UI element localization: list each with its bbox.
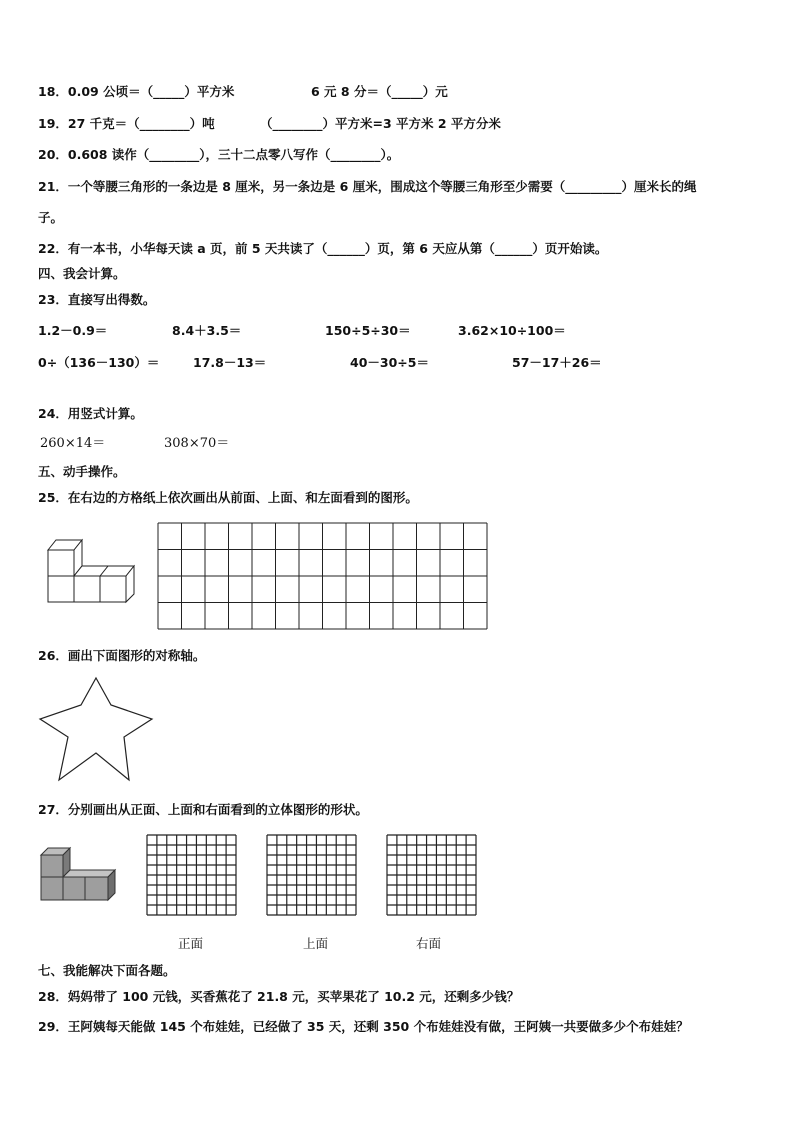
section-7-heading: 七、我能解决下面各题。 — [38, 963, 176, 978]
question-24-title: 24．用竖式计算。 — [38, 406, 143, 421]
question-28: 28．妈妈带了 100 元钱，买香蕉花了 21.8 元，买苹果花了 10.2 元，还剩多少钱？ — [38, 989, 520, 1004]
grid-paper-right-view[interactable] — [386, 834, 477, 916]
question-20: 20．0.608 读作（________），三十二点零八写作（________）。 — [38, 147, 400, 162]
cube-stack-figure-25 — [44, 538, 136, 604]
question-21-line2: 子。 — [38, 210, 64, 225]
grid-paper-top-view[interactable] — [266, 834, 357, 916]
grid-paper-front-view[interactable] — [146, 834, 237, 916]
calc-item: 1.2－0.9＝ — [38, 323, 108, 338]
calc-item: 3.62×10÷100＝ — [458, 323, 566, 338]
question-25-title: 25．在右边的方格纸上依次画出从前面、上面、和左面看到的图形。 — [38, 490, 418, 505]
question-21-line1: 21．一个等腰三角形的一条边是 8 厘米，另一条边是 6 厘米，围成这个等腰三角形至少需要（_________）厘米长的绳 — [38, 179, 697, 194]
question-27-title: 27．分别画出从正面、上面和右面看到的立体图形的形状。 — [38, 802, 368, 817]
question-26-title: 26．画出下面图形的对称轴。 — [38, 648, 206, 663]
label-right-view: 右面 — [416, 936, 442, 951]
calc-item: 40－30÷5＝ — [350, 355, 429, 370]
vertical-calc-item: 308×70＝ — [164, 436, 230, 451]
calc-item: 57－17＋26＝ — [512, 355, 602, 370]
label-front-view: 正面 — [178, 936, 204, 951]
question-18b: 6 元 8 分＝（_____）元 — [311, 84, 448, 99]
label-top-view: 上面 — [303, 936, 329, 951]
six-point-star-figure — [38, 676, 156, 784]
question-29: 29．王阿姨每天能做 145 个布娃娃，已经做了 35 天，还剩 350 个布娃娃没有做，王阿姨一共要做多少个布娃娃？ — [38, 1019, 689, 1034]
calc-item: 0÷（136－130）＝ — [38, 355, 160, 370]
calc-item: 8.4＋3.5＝ — [172, 323, 242, 338]
question-23-title: 23．直接写出得数。 — [38, 292, 156, 307]
question-19b: （________）平方米=3 平方米 2 平方分米 — [260, 116, 501, 131]
question-19a: 19．27 千克＝（________）吨 — [38, 116, 215, 131]
calc-item: 150÷5÷30＝ — [325, 323, 411, 338]
cube-stack-figure-27 — [38, 845, 118, 903]
calc-item: 17.8－13＝ — [193, 355, 267, 370]
grid-paper-25[interactable] — [157, 522, 488, 630]
section-4-heading: 四、我会计算。 — [38, 266, 126, 281]
question-18a: 18．0.09 公顷＝（_____）平方米 — [38, 84, 235, 99]
question-22: 22．有一本书，小华每天读 a 页，前 5 天共读了（______）页，第 6 天应从第（______）页开始读。 — [38, 241, 608, 256]
vertical-calc-item: 260×14＝ — [40, 436, 106, 451]
section-5-heading: 五、动手操作。 — [38, 464, 126, 479]
